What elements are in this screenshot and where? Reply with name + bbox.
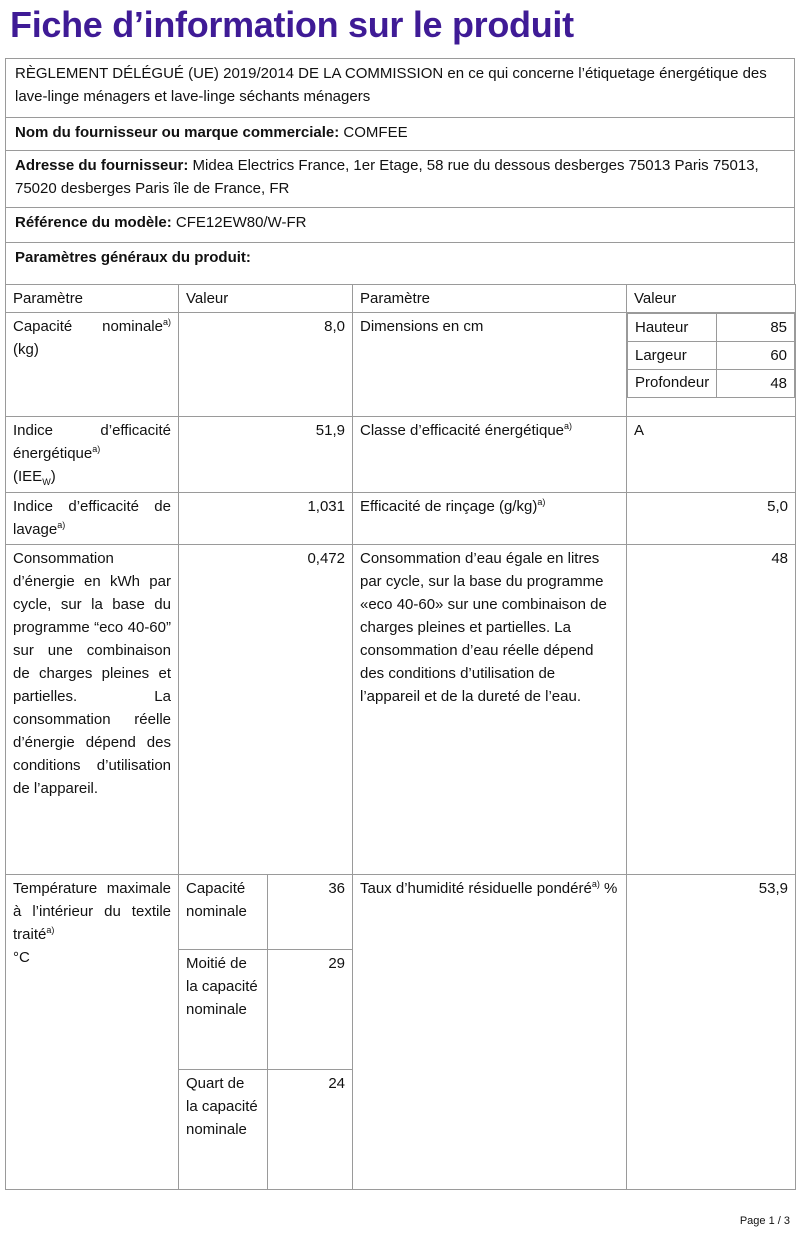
temp-sub-label-2: Moitié de la capacité nominale [179,950,268,1070]
humidity-label: Taux d’humidité résiduelle pondéré [360,880,592,897]
depth-value: 48 [717,370,795,398]
wash-cell [6,493,179,545]
header-param1: Paramètre [6,285,179,313]
model-box [5,207,795,243]
params-heading-box [5,242,795,285]
temp-sub-value-2: 29 [268,950,353,1070]
rinse-label: Efficacité de rinçage (g/kg) [360,498,538,515]
capacity-unit: (kg) [13,341,39,358]
eei-unit-sub: W [42,477,51,487]
footnote-mark: a) [46,925,55,935]
height-value: 85 [717,314,795,342]
table-row [6,545,796,875]
temp-sub-label-1: Capacité nominale [179,875,268,950]
rinse-value: 5,0 [627,493,796,545]
humidity-value: 53,9 [627,875,796,1190]
dimensions-cell [627,313,796,417]
energy-class-cell [353,417,627,493]
footnote-mark: a) [564,421,573,431]
eei-value: 51,9 [179,417,353,493]
supplier-label: Nom du fournisseur ou marque commerciale: [15,124,340,141]
temp-sub-value-3: 24 [268,1070,353,1190]
page-number: Page 1 / 3 [739,1215,790,1227]
regulation-text: RÈGLEMENT DÉLÉGUÉ (UE) 2019/2014 DE LA COMMISSION en ce qui concerne l’étiquetage énergétique des lave-linge ménagers et lave-linge séchants ménagers [15,65,767,105]
table-row [6,493,796,545]
footnote-mark: a) [162,317,171,327]
footnote-mark: a) [591,879,600,889]
supplier-value: COMFEE [343,124,408,141]
height-label: Hauteur [628,314,717,342]
footnote-mark: a) [537,497,546,507]
dimensions-subtable [627,313,795,398]
temp-label: Température maximale à l’intérieur du textile traité [13,880,171,943]
params-heading: Paramètres généraux du produit: [15,249,251,266]
energy-class-label: Classe d’efficacité énergétique [360,422,565,439]
address-box [5,150,795,208]
supplier-box [5,117,795,151]
width-value: 60 [717,342,795,370]
eei-cell [6,417,179,493]
table-row [6,417,796,493]
capacity-label: Capacité nominale [13,318,163,335]
wash-label: Indice d’efficacité de lavage [13,498,171,538]
energy-cons-label: Consommation d’énergie en kWh par cycle, sur la base du programme “eco 40-60” sur une combinaison de charges pleines et partielles. La consommation réelle d’énergie dépend des conditions d’utilisation de l’appareil. [6,545,179,875]
temp-sub-value-1: 36 [268,875,353,950]
address-label: Adresse du fournisseur: [15,157,189,174]
capacity-cell [6,313,179,417]
address-value: Midea Electrics France, 1er Etage, 58 rue du dessous desberges 75013 Paris 75013, 75020 desberges Paris île de France, FR [15,157,759,197]
width-label: Largeur [628,342,717,370]
temp-sub-label-3: Quart de la capacité nominale [179,1070,268,1190]
temp-cell [6,875,179,1190]
water-cons-label: Consommation d’eau égale en litres par cycle, sur la base du programme «eco 40-60» sur une combinaison de charges pleines et partielles. La consommation d’eau réelle dépend des conditions d’utilisation de l’appareil et de la dureté de l’eau. [353,545,627,875]
rinse-cell [353,493,627,545]
header-param2: Paramètre [353,285,627,313]
header-val1: Valeur [179,285,353,313]
footnote-mark: a) [92,444,101,454]
dimensions-label: Dimensions en cm [353,313,627,417]
header-row [6,285,796,313]
energy-class-value: A [627,417,796,493]
energy-cons-value: 0,472 [179,545,353,875]
temp-unit: °C [13,949,30,966]
footnote-mark: a) [57,520,66,530]
params-table [5,284,796,1190]
humidity-cell [353,875,627,1190]
depth-label: Profondeur [628,370,717,398]
eei-label: Indice d’efficacité énergétique [13,422,171,462]
table-row [6,875,796,950]
header-val2: Valeur [627,285,796,313]
model-label: Référence du modèle: [15,214,172,231]
model-value: CFE12EW80/W-FR [175,214,307,231]
regulation-box [5,58,795,118]
water-cons-value: 48 [627,545,796,875]
wash-value: 1,031 [179,493,353,545]
eei-unit: (IEE [13,468,43,485]
humidity-unit: % [604,880,618,897]
page-title: Fiche d’information sur le produit [10,4,574,45]
eei-unit-end: ) [50,468,56,485]
table-row [6,313,796,417]
capacity-value: 8,0 [179,313,353,417]
